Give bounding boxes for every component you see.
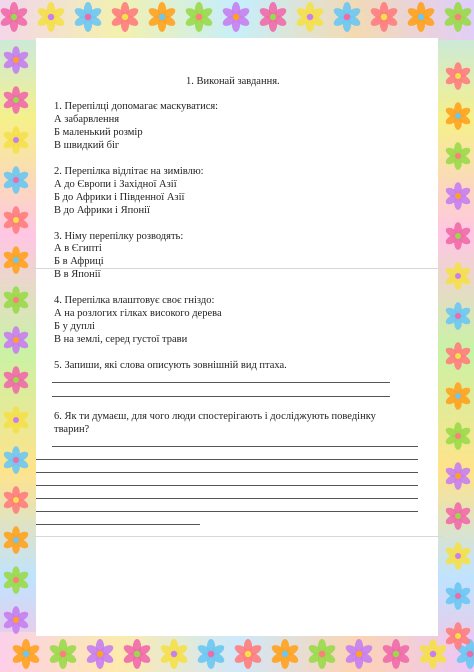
- question-1-option-a: А забарвлення: [54, 114, 120, 125]
- question-4-option-c: В на землі, серед густої трави: [54, 334, 188, 345]
- question-1-text: 1. Перепілці допомагає маскуватися:: [54, 101, 219, 112]
- question-6-text-continued: тварин?: [54, 424, 90, 435]
- answer-line-6-2[interactable]: [36, 459, 418, 460]
- answer-line-6-4[interactable]: [36, 485, 418, 486]
- task-title: 1. Виконай завдання.: [186, 76, 280, 87]
- answer-line-6-6[interactable]: [36, 511, 418, 512]
- bottom-divider-line: [32, 536, 442, 537]
- question-2-option-a: А до Європи і Західної Азії: [54, 179, 177, 190]
- answer-line-6-3[interactable]: [36, 472, 418, 473]
- question-2-option-b: Б до Африки і Південної Азії: [54, 192, 185, 203]
- question-4-option-b: Б у дуплі: [54, 321, 95, 332]
- question-2-text: 2. Перепілка відлітає на зимівлю:: [54, 166, 204, 177]
- question-4-text: 4. Перепілка влаштовує своє гніздо:: [54, 295, 215, 306]
- worksheet-sheet: [36, 38, 438, 636]
- divider-line: [32, 268, 442, 269]
- question-6-text: 6. Як ти думаєш, для чого люди спостерігають і досліджують поведінку: [54, 411, 376, 422]
- answer-line-5-2[interactable]: [52, 396, 390, 397]
- answer-line-5-1[interactable]: [52, 382, 390, 383]
- question-1-option-b: Б маленький розмір: [54, 127, 143, 138]
- answer-line-6-7[interactable]: [36, 524, 200, 525]
- question-1-option-c: В швидкий біг: [54, 140, 120, 151]
- question-2-option-c: В до Африки і Японії: [54, 205, 150, 216]
- question-5-text: 5. Запиши, які слова описують зовнішній вид птаха.: [54, 360, 287, 371]
- answer-line-6-5[interactable]: [36, 498, 418, 499]
- question-4-option-a: А на розлогих гілках високого дерева: [54, 308, 222, 319]
- question-3-option-b: Б в Африці: [54, 256, 104, 267]
- question-3-text: 3. Німу перепілку розводять:: [54, 231, 184, 242]
- answer-line-6-1[interactable]: [52, 446, 418, 447]
- question-3-option-c: В в Японії: [54, 269, 101, 280]
- question-3-option-a: А в Єгипті: [54, 243, 102, 254]
